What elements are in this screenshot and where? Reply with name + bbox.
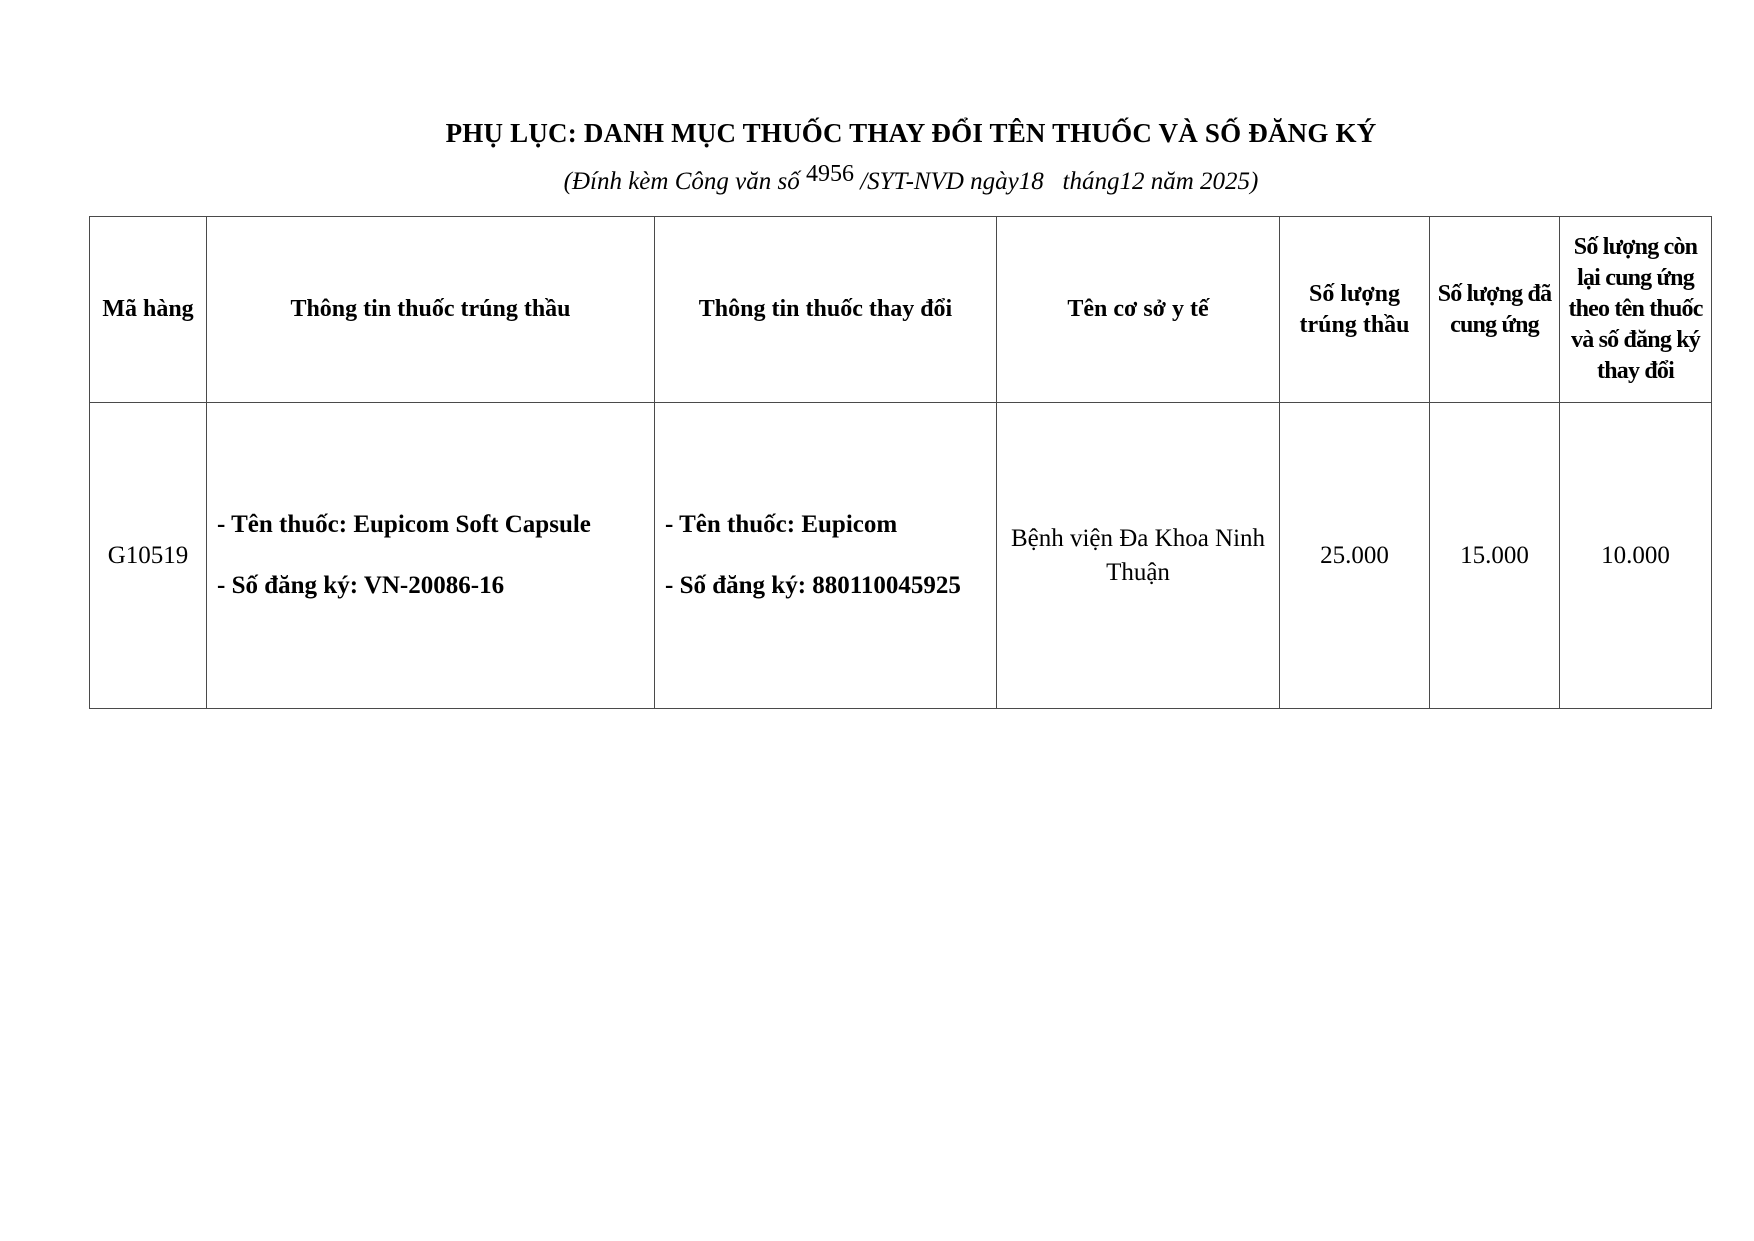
- qty-remaining-cell: 10.000: [1560, 403, 1712, 709]
- header-won-drug-info: Thông tin thuốc trúng thầu: [207, 217, 655, 403]
- subtitle-prefix: (Đính kèm Công văn số: [563, 168, 806, 195]
- document-number: 4956: [805, 161, 854, 187]
- document-day: 18: [1018, 168, 1044, 195]
- header-qty-won: Số lượng trúng thầu: [1280, 217, 1430, 403]
- subtitle-middle: /SYT-NVD ngày: [853, 168, 1019, 195]
- header-item-code: Mã hàng: [90, 217, 207, 403]
- qty-won-cell: 25.000: [1280, 403, 1430, 709]
- page-title: PHỤ LỤC: DANH MỤC THUỐC THAY ĐỔI TÊN THUỐC VÀ SỐ ĐĂNG KÝ: [445, 118, 1377, 148]
- header-qty-remaining: Số lượng còn lại cung ứng theo tên thuốc và số đăng ký thay đổi: [1560, 217, 1712, 403]
- changed-drug-name: - Tên thuốc: Eupicom: [665, 511, 898, 538]
- header-facility-name: Tên cơ sở y tế: [997, 217, 1280, 403]
- qty-supplied-cell: 15.000: [1430, 403, 1560, 709]
- subtitle-suffix: năm 2025): [1144, 168, 1259, 195]
- document-month: 12: [1119, 168, 1145, 195]
- changed-drug-registration: - Số đăng ký: 880110045925: [665, 572, 961, 599]
- item-code-cell: G10519: [90, 403, 207, 709]
- header-qty-supplied: Số lượng đã cung ứng: [1430, 217, 1560, 403]
- changed-drug-info-cell: [655, 403, 997, 709]
- drug-change-table: [89, 216, 1712, 709]
- table-header-row: [90, 217, 1712, 403]
- page-subtitle: [0, 161, 1754, 196]
- won-drug-registration: - Số đăng ký: VN-20086-16: [217, 572, 505, 599]
- facility-name-cell: Bệnh viện Đa Khoa Ninh Thuận: [997, 403, 1280, 709]
- header-changed-drug-info: Thông tin thuốc thay đổi: [655, 217, 997, 403]
- won-drug-info-cell: [207, 403, 655, 709]
- table-row: [90, 403, 1712, 709]
- subtitle-month-text: tháng: [1043, 168, 1120, 195]
- won-drug-name: - Tên thuốc: Eupicom Soft Capsule: [217, 511, 591, 538]
